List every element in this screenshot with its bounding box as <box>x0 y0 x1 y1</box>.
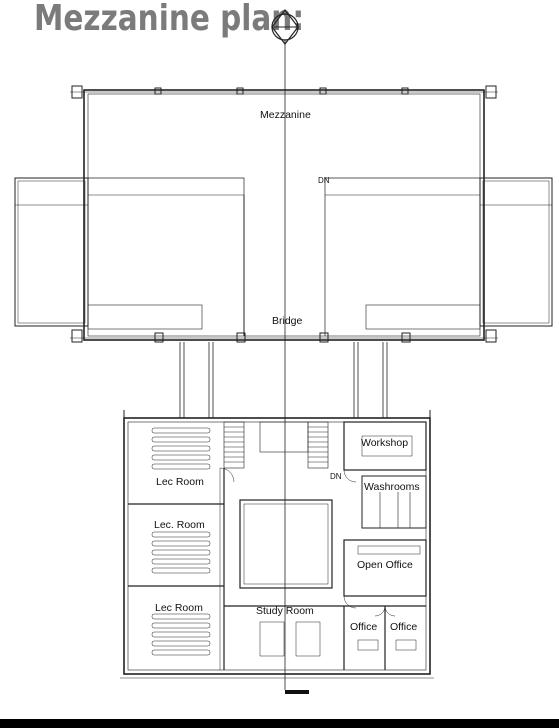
lec-room-1-seating <box>152 428 210 469</box>
scale-marker <box>285 690 309 694</box>
office-walls <box>344 606 426 670</box>
study-room-label: Study Room <box>256 605 314 617</box>
lec-room-2-seating <box>152 532 210 573</box>
north-arrow-icon <box>272 10 298 44</box>
mezzanine-outline <box>70 86 498 342</box>
central-atrium <box>240 500 332 588</box>
mezzanine-left-block <box>88 178 244 336</box>
left-stair <box>224 422 244 468</box>
page-title: Mezzanine plan: <box>34 0 305 39</box>
lec-room-1-label: Lec Room <box>156 476 204 488</box>
ground-dn-label: DN <box>330 472 342 481</box>
bridge-label: Bridge <box>272 315 303 327</box>
office-1-label: Office <box>350 621 378 633</box>
lec-room-2-label: Lec. Room <box>154 519 205 531</box>
mezzanine-label: Mezzanine <box>260 109 311 121</box>
bridge-supports <box>180 342 387 418</box>
upper-dn-label: DN <box>318 176 330 185</box>
lec-room-3-seating <box>152 614 210 655</box>
mezzanine-right-block <box>325 178 480 336</box>
right-wing <box>480 178 552 326</box>
landing <box>260 422 308 452</box>
right-stair <box>308 422 328 468</box>
office-2-label: Office <box>390 621 418 633</box>
footer-bar <box>0 719 559 728</box>
open-office-label: Open Office <box>357 559 413 571</box>
workshop-label: Workshop <box>361 437 409 449</box>
lec-room-3-label: Lec Room <box>155 602 203 614</box>
left-wing <box>15 178 88 326</box>
ground-floor-outline <box>120 410 434 678</box>
washrooms-label: Washrooms <box>364 481 420 493</box>
